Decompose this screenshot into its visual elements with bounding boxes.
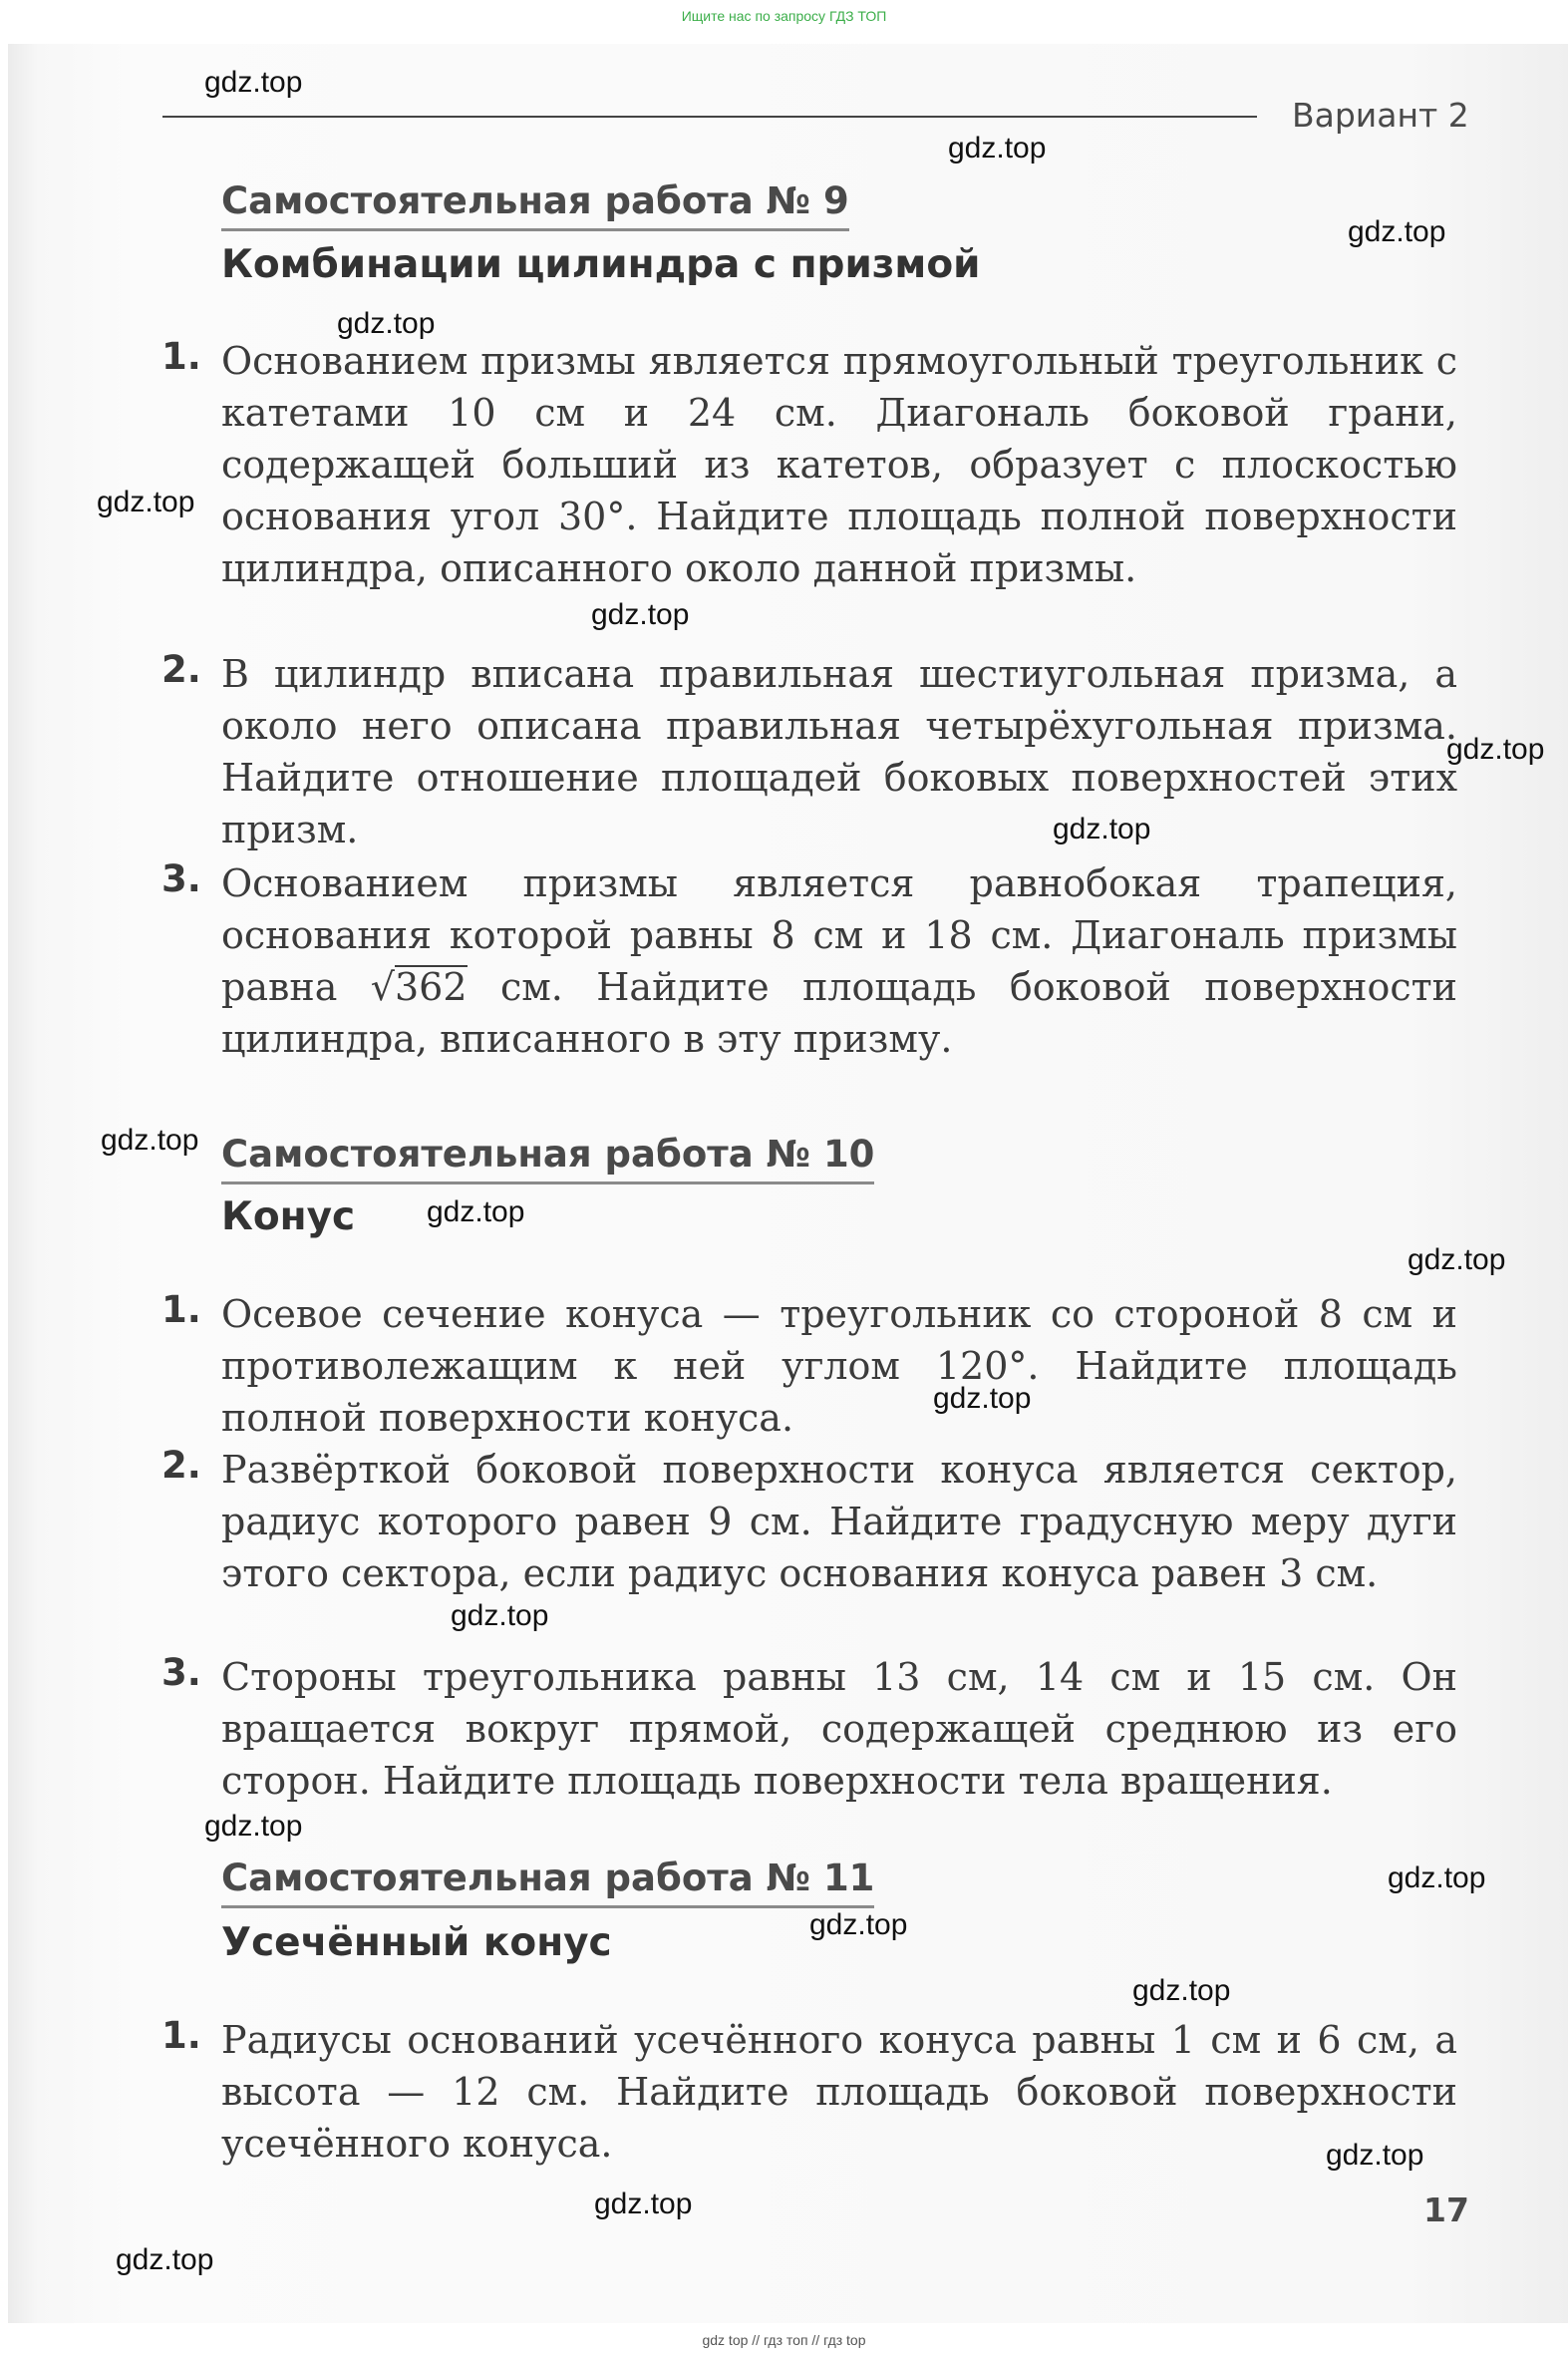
watermark: gdz.top <box>1326 2139 1424 2172</box>
watermark: gdz.top <box>1446 733 1545 766</box>
task-number: 3. <box>161 1651 201 1694</box>
task-text: Осевое сечение конуса — треугольник со стороной 8 см и противолежащим к ней углом 120°. Найдите площадь полной поверхности конуса. <box>221 1292 1457 1440</box>
watermark: gdz.top <box>1132 1974 1231 2007</box>
watermark: gdz.top <box>116 2243 214 2276</box>
watermark: gdz.top <box>1388 1861 1486 1894</box>
task-text: В цилиндр вписана правильная шестиугольная призма, а около него описана правильная четырёхугольная призма. Найдите отношение площадей боковых поверхностей этих призм. <box>221 652 1457 851</box>
page-number: 17 <box>1423 2191 1469 2229</box>
watermark: gdz.top <box>948 132 1047 165</box>
watermark: gdz.top <box>101 1124 199 1157</box>
watermark: gdz.top <box>451 1599 549 1632</box>
watermark: gdz.top <box>337 307 436 340</box>
task-number: 3. <box>161 857 201 900</box>
task-number: 2. <box>161 1444 201 1487</box>
task-text: Основанием призмы является прямоугольный треугольник с катетами 10 см и 24 см. Диагональ боковой грани, содержащей больший из катетов, образует с плоскостью основания угол 30°. Найдите площадь полной поверхности цилиндра, описанного около данной призмы. <box>221 339 1457 590</box>
watermark: gdz.top <box>427 1195 525 1228</box>
section-11-title: Самостоятельная работа № 11 <box>221 1856 874 1908</box>
task-number: 1. <box>161 335 201 378</box>
watermark: gdz.top <box>204 1810 303 1843</box>
watermark: gdz.top <box>933 1382 1032 1415</box>
task-text-part: Основанием призмы является равнобокая трапеция, основания которой равны 8 см и 18 см. Диагональ призмы равна <box>221 861 1457 1009</box>
task-text: Основанием призмы является равнобокая трапеция, основания которой равны 8 см и 18 см. Диагональ призмы равна √362 см. Найдите площадь боковой поверхности цилиндра, вписанного в эту призму. <box>221 861 1457 1061</box>
task-number: 1. <box>161 2014 201 2057</box>
section-10-subtitle: Конус <box>221 1194 356 1239</box>
task-text: Стороны треугольника равны 13 см, 14 см и 15 см. Он вращается вокруг прямой, содержащей среднюю из его сторон. Найдите площадь поверхности тела вращения. <box>221 1655 1457 1803</box>
watermark: gdz.top <box>1053 813 1151 845</box>
variant-label: Вариант 2 <box>1292 96 1469 135</box>
watermark: gdz.top <box>97 486 195 518</box>
watermark: gdz.top <box>591 598 690 631</box>
task-number: 2. <box>161 648 201 691</box>
section-9-subtitle: Комбинации цилиндра с призмой <box>221 242 981 287</box>
top-search-hint: Ищите нас по запросу ГДЗ ТОП <box>681 8 887 24</box>
watermark: gdz.top <box>809 1908 908 1941</box>
bottom-footer-note: gdz top // гдз топ // гдз top <box>702 2332 866 2348</box>
section-10-title: Самостоятельная работа № 10 <box>221 1133 874 1184</box>
section-11-subtitle: Усечённый конус <box>221 1920 612 1965</box>
task-text-part: см. Найдите площадь боковой поверхности цилиндра, вписанного в эту призму. <box>221 965 1457 1061</box>
task-text: Радиусы оснований усечённого конуса равны 1 см и 6 см, а высота — 12 см. Найдите площадь боковой поверхности усечённого конуса. <box>221 2018 1457 2166</box>
watermark: gdz.top <box>204 66 303 99</box>
task-text: Развёрткой боковой поверхности конуса является сектор, радиус которого равен 9 см. Найдите градусную меру дуги этого сектора, если радиус основания конуса равен 3 см. <box>221 1448 1457 1595</box>
watermark: gdz.top <box>1348 215 1446 248</box>
sqrt-radicand: 362 <box>395 965 468 1009</box>
watermark: gdz.top <box>1408 1243 1506 1276</box>
header-rule <box>162 116 1257 118</box>
watermark: gdz.top <box>594 2188 693 2220</box>
task-number: 1. <box>161 1288 201 1331</box>
section-9-title: Самостоятельная работа № 9 <box>221 179 849 231</box>
